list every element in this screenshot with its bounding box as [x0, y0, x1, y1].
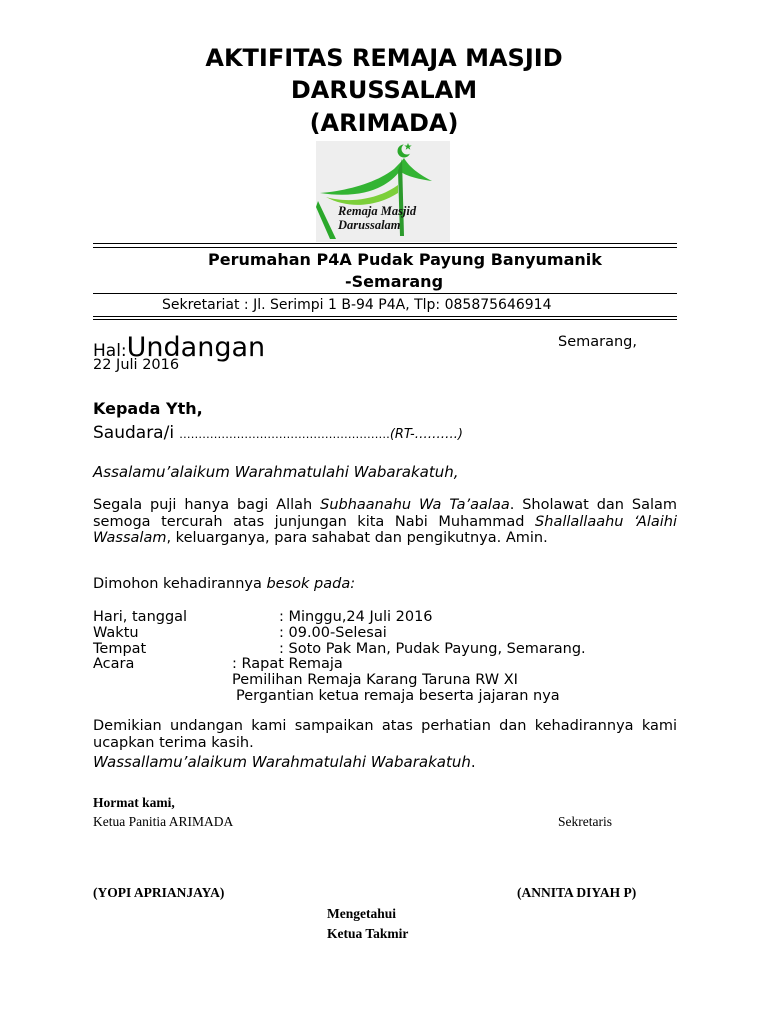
- letterhead-title-line2: DARUSSALAM: [290, 76, 478, 104]
- header-divider-top: [93, 243, 677, 244]
- detail-event-value2: Pemilihan Remaja Karang Taruna RW XI: [232, 672, 518, 688]
- header-divider-top-2: [93, 247, 677, 248]
- detail-place-value: : Soto Pak Man, Pudak Payung, Semarang.: [279, 641, 586, 657]
- detail-place-label: Tempat: [93, 641, 147, 657]
- detail-time-value: : 09.00-Selesai: [279, 625, 387, 641]
- detail-event-value1: : Rapat Remaja: [232, 656, 343, 672]
- detail-event-label: Acara: [93, 656, 135, 672]
- request-text-italic: besok pada:: [266, 576, 356, 592]
- opening-paragraph-part2: Subhaanahu Wa Ta’aalaa: [320, 497, 510, 513]
- signatory-left-title: Ketua Panitia ARIMADA: [93, 814, 234, 829]
- opening-paragraph-part1: Segala puji hanya bagi Allah: [93, 497, 313, 513]
- header-divider-mid: [93, 293, 677, 294]
- address-line2: -Semarang: [345, 272, 444, 291]
- opening-paragraph-part4: Shallallaahu ‘Alaihi Wassalam: [93, 513, 677, 546]
- opening-paragraph-part5: , keluarganya, para sahabat dan pengikutnya. Amin.: [166, 530, 548, 546]
- opening-greeting: Assalamu’alaikum Warahmatulahi Wabarakatuh,: [93, 463, 459, 481]
- header-divider-bottom-2: [93, 319, 677, 320]
- detail-time-label: Waktu: [93, 625, 139, 641]
- letter-date: 22 Juli 2016: [93, 357, 180, 373]
- recipient-label: Saudara/i: [93, 423, 175, 443]
- subject-value: Undangan: [126, 332, 266, 363]
- address-line1: Perumahan P4A Pudak Payung Banyumanik: [208, 250, 602, 269]
- addressee-line: [93, 423, 463, 443]
- organization-logo: [316, 141, 450, 242]
- recipient-blank: ……………………………………………….: [179, 427, 390, 441]
- acknowledged-title: Ketua Takmir: [327, 926, 409, 941]
- acknowledged-label: Mengetahui: [327, 906, 396, 921]
- signatory-left-name: (YOPI APRIANJAYA): [93, 885, 225, 900]
- addressee-heading: Kepada Yth,: [93, 399, 203, 418]
- letter-city: Semarang,: [558, 334, 637, 350]
- closing-greeting: Wassallamu’alaikum Warahmatulahi Wabarakatuh: [93, 753, 471, 771]
- request-text: Dimohon kehadirannya: [93, 576, 262, 592]
- logo-text-line2: Darussalam: [338, 218, 401, 232]
- letterhead-title-line1: AKTIFITAS REMAJA MASJID: [205, 44, 563, 72]
- closing-greeting-line: [93, 753, 476, 771]
- subject-label: Hal:: [93, 341, 127, 361]
- signatory-right-title: Sekretaris: [558, 814, 612, 829]
- recipient-rt: (RT-……….): [389, 427, 463, 442]
- header-divider-bottom: [93, 316, 677, 317]
- signatory-right-name: (ANNITA DIYAH P): [517, 885, 637, 900]
- detail-day-value: : Minggu,24 Juli 2016: [279, 609, 433, 625]
- detail-event-value3: Pergantian ketua remaja beserta jajaran nya: [236, 688, 560, 704]
- closing-greeting-period: .: [470, 753, 476, 771]
- secretariat-address: Sekretariat : Jl. Serimpi 1 B-94 P4A, Tlp: 085875646914: [162, 297, 552, 313]
- detail-day-label: Hari, tanggal: [93, 609, 188, 625]
- opening-paragraph: [93, 497, 677, 547]
- request-line: [93, 576, 355, 592]
- letterhead-title-line3: (ARIMADA): [309, 109, 459, 137]
- mosque-logo-icon: [316, 141, 450, 242]
- logo-text-line1: Remaja Masjid: [338, 204, 417, 218]
- closing-paragraph: Demikian undangan kami sampaikan atas perhatian dan kehadirannya kami ucapkan terima kasih.: [93, 718, 677, 751]
- opening-paragraph-part3: . Sholawat dan Salam semoga tercurah atas junjungan kita Nabi Muhammad: [93, 497, 677, 530]
- regards: Hormat kami,: [93, 795, 175, 810]
